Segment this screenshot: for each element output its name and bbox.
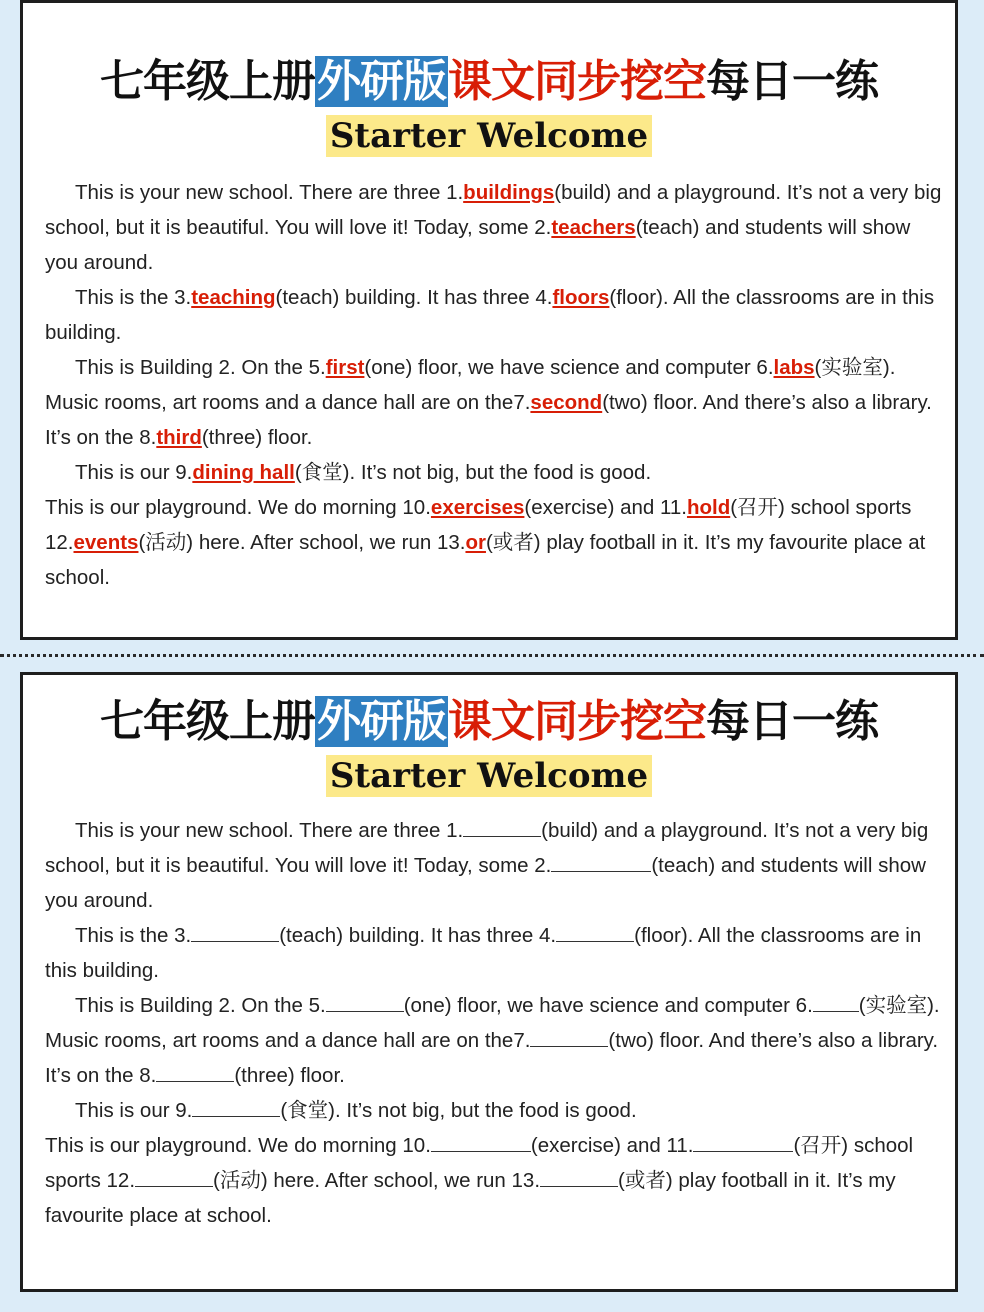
text: This is your new school. There are three 1.: [75, 819, 464, 842]
answer-passage: [45, 175, 945, 595]
text: (floor). All the classrooms are in this building.: [45, 286, 935, 344]
blank-6[interactable]: [813, 993, 859, 1012]
text: (活动) here. After school, we run 13.: [138, 531, 466, 554]
subtitle: [23, 755, 955, 797]
blank-13[interactable]: [540, 1168, 618, 1187]
answer-key-card: [20, 0, 958, 640]
title-red: 课文同步挖空: [448, 56, 706, 107]
blank-5[interactable]: [326, 993, 404, 1012]
text: (two) floor. And there’s also a library. It’s on the 8.: [45, 391, 932, 449]
answer-3: teaching: [191, 286, 276, 309]
answer-4: floors: [552, 286, 610, 309]
page-title: [23, 695, 955, 749]
answer-8: third: [156, 426, 202, 449]
text: (召开) school sports 12.: [45, 1134, 914, 1192]
text: (one) floor, we have science and computer 6.: [364, 356, 774, 379]
subtitle: [23, 115, 955, 157]
text: This is your new school. There are three 1.: [75, 181, 464, 204]
subtitle-text: Starter Welcome: [326, 115, 652, 157]
text: This is our 9.: [75, 1099, 193, 1122]
paragraph-4: [45, 455, 945, 490]
text: (teach) and students will show you around.: [45, 854, 926, 912]
text: (build) and a playground. It’s not a very big school, but it is beautiful. You will love it! Today, some 2.: [45, 181, 942, 239]
text: (食堂). It’s not big, but the food is good.: [294, 461, 652, 484]
text: (teach) and students will show you around.: [45, 216, 911, 274]
paragraph-1: [45, 813, 945, 918]
answer-13: or: [465, 531, 486, 554]
blank-7[interactable]: [530, 1028, 608, 1047]
blank-4[interactable]: [556, 923, 634, 942]
text: (one) floor, we have science and computer 6.: [403, 994, 813, 1017]
text: (teach) building. It has three 4.: [275, 286, 553, 309]
text: This is Building 2. On the 5.: [75, 356, 326, 379]
answer-11: hold: [686, 496, 731, 519]
blank-1[interactable]: [463, 818, 541, 837]
text: This is our playground. We do morning 10.: [45, 496, 431, 519]
text: (three) floor.: [201, 426, 313, 449]
title-red: 课文同步挖空: [448, 696, 706, 747]
title-part2: 每日一练: [706, 56, 878, 107]
text: (exercise) and 11.: [524, 496, 687, 519]
text: This is our 9.: [75, 461, 193, 484]
text: (two) floor. And there’s also a library. It’s on the 8.: [45, 1029, 939, 1087]
answer-2: teachers: [551, 216, 636, 239]
text: This is the 3.: [75, 286, 192, 309]
blank-9[interactable]: [192, 1098, 280, 1117]
text: (实验室). Music rooms, art rooms and a dance hall are on the7.: [45, 994, 940, 1052]
text: (build) and a playground. It’s not a very big school, but it is beautiful. You will love it! Today, some 2.: [45, 819, 929, 877]
blank-12[interactable]: [135, 1168, 213, 1187]
text: (实验室). Music rooms, art rooms and a dance hall are on the7.: [45, 356, 896, 414]
subtitle-text: Starter Welcome: [326, 755, 652, 797]
text: (exercise) and 11.: [530, 1134, 694, 1157]
text: (three) floor.: [234, 1064, 345, 1087]
answer-10: exercises: [430, 496, 525, 519]
text: (floor). All the classrooms are in this building.: [45, 924, 922, 982]
blank-3[interactable]: [191, 923, 279, 942]
title-part1: 七年级上册: [100, 696, 315, 747]
paragraph-2: [45, 280, 945, 350]
text: (或者) play football in it. It’s my favourite place at school.: [45, 1169, 896, 1227]
text: (食堂). It’s not big, but the food is good.: [280, 1099, 637, 1122]
paragraph-4: [45, 1093, 945, 1128]
text: (或者) play football in it. It’s my favourite place at school.: [45, 531, 926, 589]
text: This is Building 2. On the 5.: [75, 994, 326, 1017]
paragraph-3: [45, 988, 945, 1093]
text: This is the 3.: [75, 924, 192, 947]
answer-1: buildings: [463, 181, 555, 204]
text: (活动) here. After school, we run 13.: [213, 1169, 541, 1192]
blank-2[interactable]: [551, 853, 651, 872]
title-highlight: 外研版: [317, 696, 446, 747]
title-part1: 七年级上册: [100, 56, 315, 107]
answer-9: dining hall: [192, 461, 295, 484]
answer-5: first: [325, 356, 365, 379]
paragraph-5: [45, 490, 945, 595]
answer-6: labs: [773, 356, 815, 379]
text: (召开) school sports 12.: [45, 496, 912, 554]
paragraph-2: [45, 918, 945, 988]
dotted-divider: [0, 654, 984, 657]
blank-10[interactable]: [431, 1133, 531, 1152]
paragraph-3: [45, 350, 945, 455]
title-part2: 每日一练: [706, 696, 878, 747]
text: This is our playground. We do morning 10.: [45, 1134, 431, 1157]
text: (teach) building. It has three 4.: [279, 924, 557, 947]
answer-12: events: [73, 531, 139, 554]
blank-11[interactable]: [693, 1133, 793, 1152]
page-title: [23, 55, 955, 109]
title-highlight: 外研版: [317, 56, 446, 107]
blank-8[interactable]: [156, 1063, 234, 1082]
paragraph-5: [45, 1128, 945, 1233]
exercise-passage: [45, 813, 945, 1233]
exercise-card: [20, 672, 958, 1292]
answer-7: second: [530, 391, 603, 414]
paragraph-1: [45, 175, 945, 280]
